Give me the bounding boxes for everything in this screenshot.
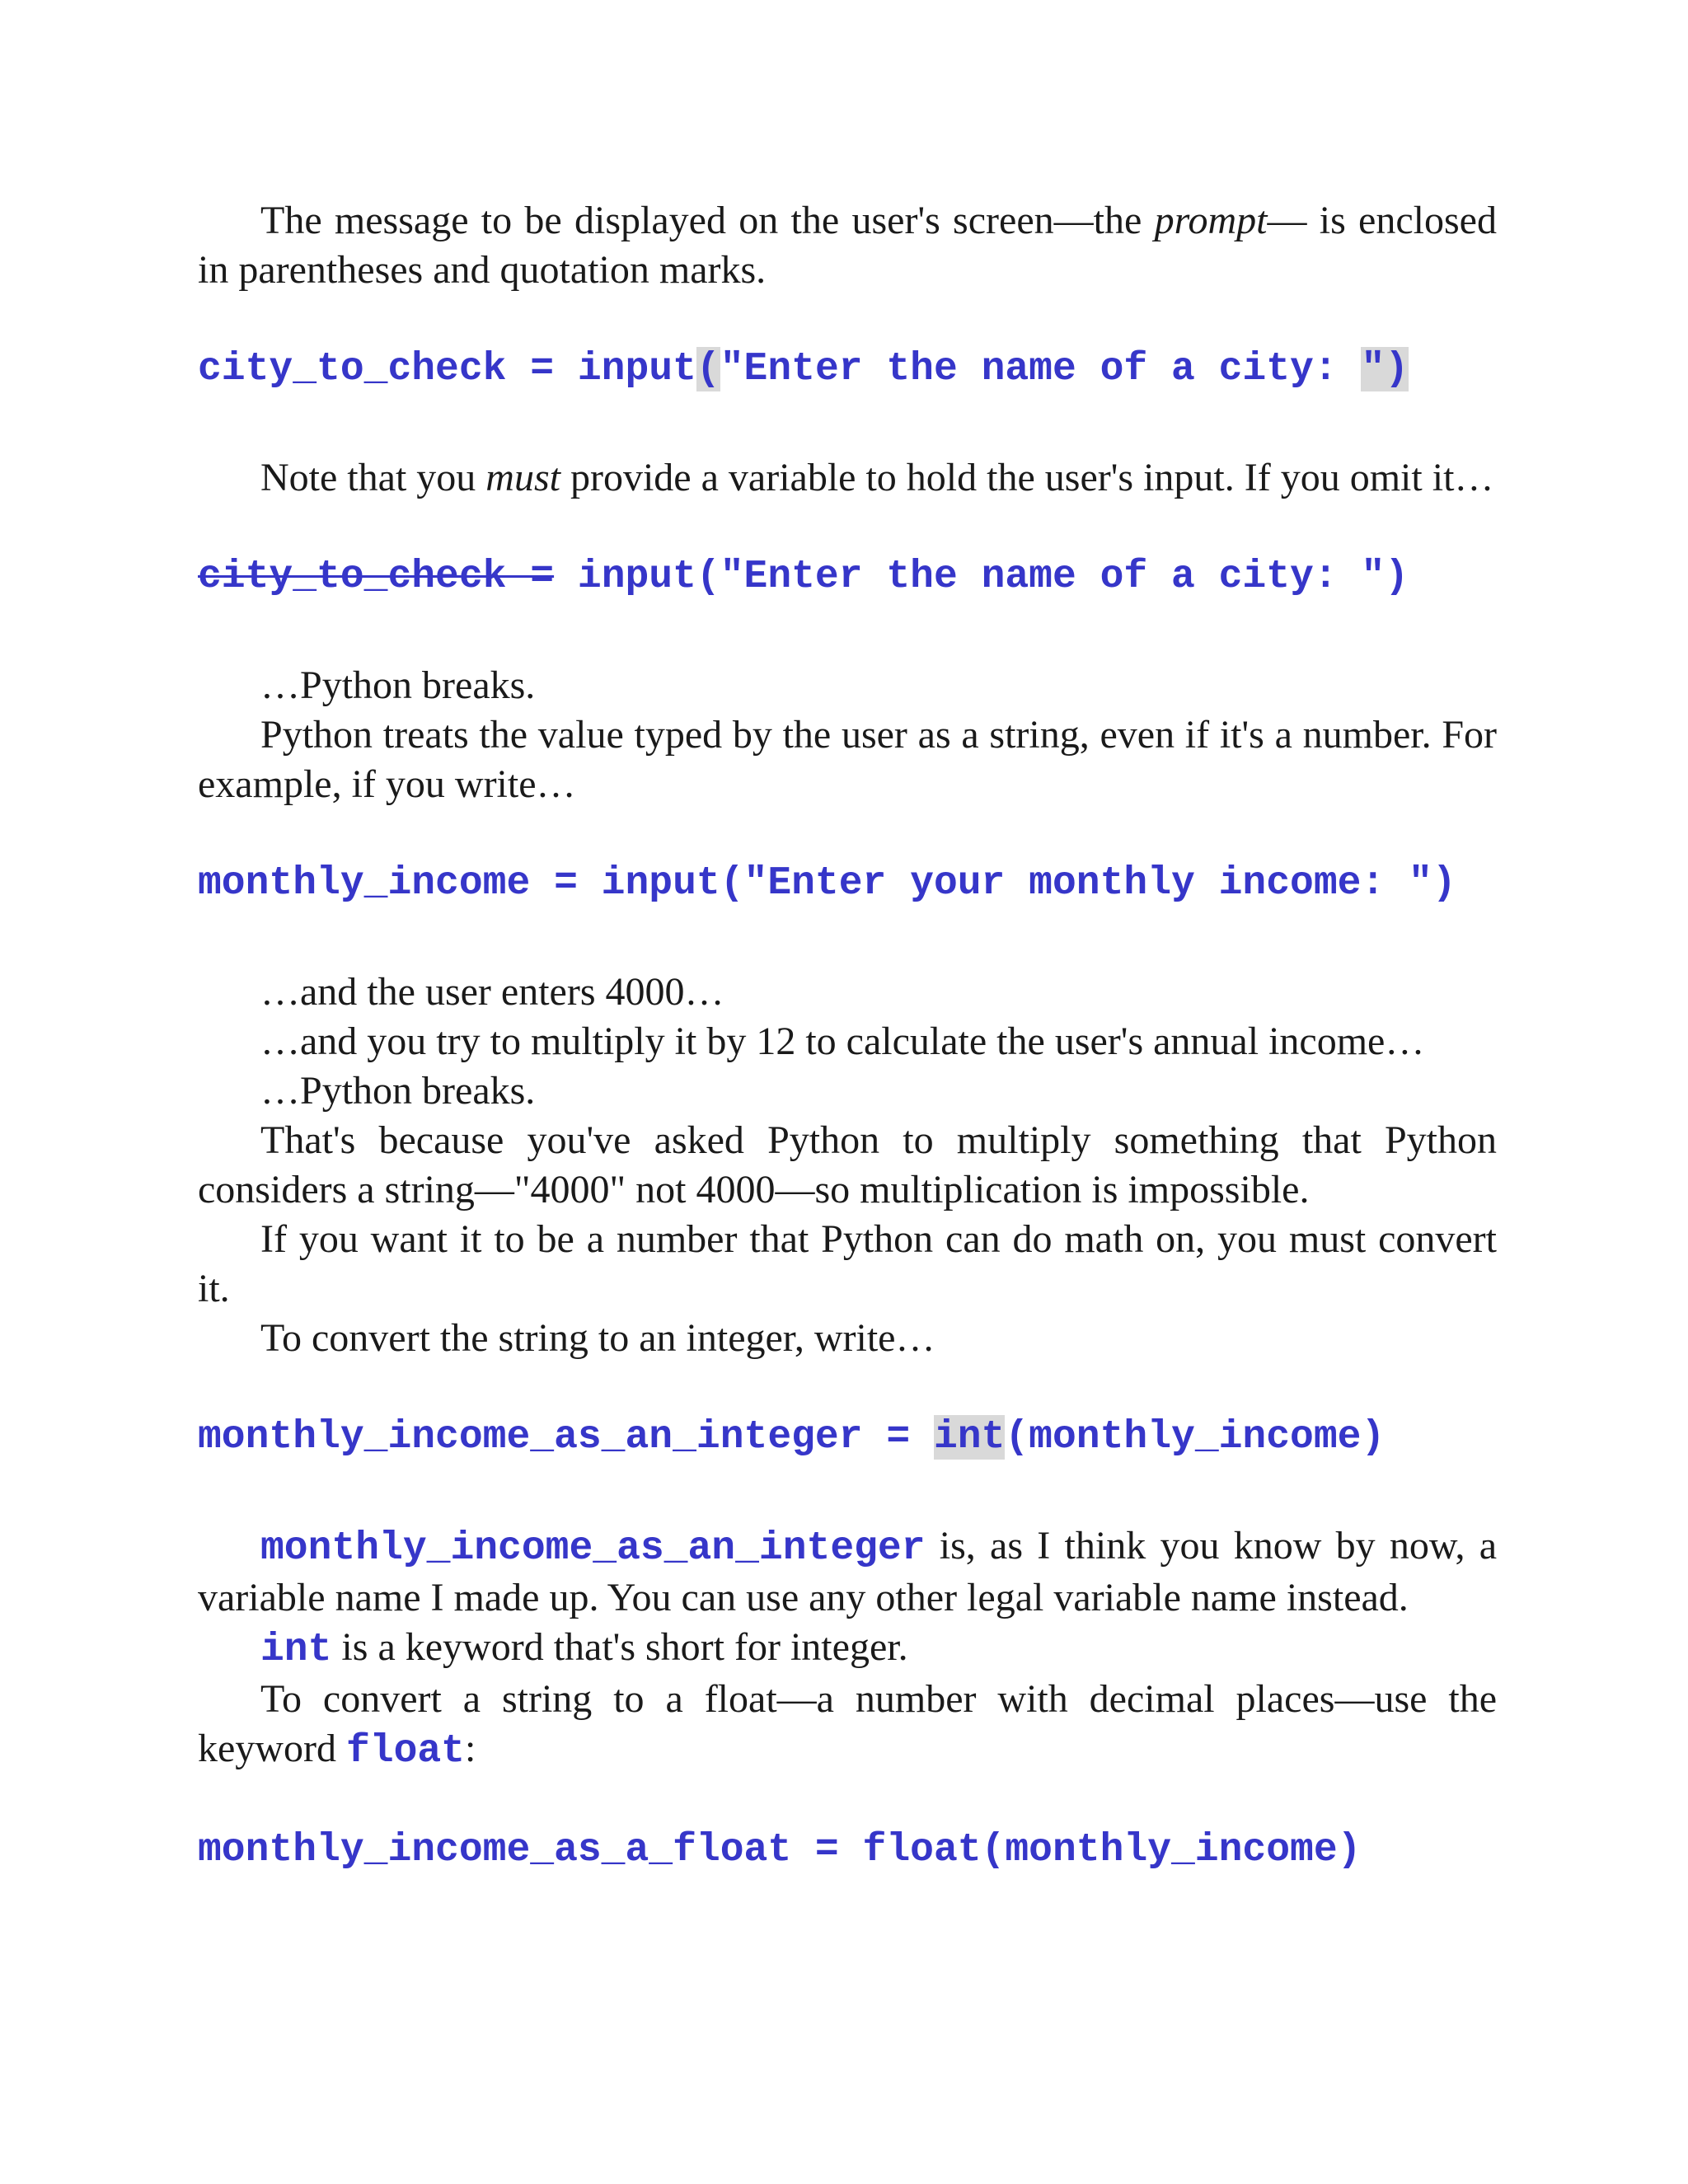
inline-code-int: int bbox=[260, 1628, 332, 1672]
paragraph-must-provide: Note that you must provide a variable to hold the user's input. If you omit it… bbox=[260, 456, 1494, 499]
paragraph-convert: If you want it to be a number that Python can do math on, you must convert it. bbox=[198, 1217, 1497, 1310]
inline-code-variable: monthly_income_as_an_integer bbox=[260, 1526, 926, 1571]
emphasis-prompt: prompt bbox=[1154, 199, 1268, 242]
paragraph-multiply: …and you try to multiply it by 12 to calculate the user's annual income… bbox=[260, 1019, 1425, 1063]
paragraph-string-value: Python treats the value typed by the user as a string, even if it's a number. For example, if you write… bbox=[198, 713, 1497, 806]
document-page bbox=[198, 196, 1497, 1877]
paragraph-user-enters: …and the user enters 4000… bbox=[260, 970, 724, 1014]
paragraph-prompt: The message to be displayed on the user's screen—the prompt— is enclosed in parentheses and quotation marks. bbox=[198, 199, 1497, 292]
paragraph-python-breaks-1: …Python breaks. bbox=[260, 663, 536, 707]
paragraph-python-breaks-2: …Python breaks. bbox=[260, 1069, 536, 1113]
code-float-conversion: monthly_income_as_a_float = float(monthly_income) bbox=[198, 1828, 1362, 1872]
code-int-conversion: monthly_income_as_an_integer = int(monthly_income) bbox=[198, 1415, 1386, 1460]
highlight-close: ") bbox=[1361, 347, 1409, 391]
highlight-int: int bbox=[933, 1415, 1006, 1460]
paragraph-to-integer: To convert the string to an integer, write… bbox=[260, 1316, 935, 1360]
paragraph-int-keyword: int is a keyword that's short for integer. bbox=[260, 1625, 908, 1672]
inline-code-float: float bbox=[345, 1729, 465, 1774]
paragraph-variable-name: monthly_income_as_an_integer is, as I think you know by now, a variable name I made up. You can use any other legal variable name instead. bbox=[198, 1524, 1497, 1619]
paragraph-because: That's because you've asked Python to multiply something that Python considers a string—"4000" not 4000—so multiplication is impossible. bbox=[198, 1118, 1497, 1212]
code-input-city: city_to_check = input("Enter the name of a city: ") bbox=[198, 347, 1409, 391]
highlight-paren: ( bbox=[696, 347, 720, 391]
code-input-city-struck: city_to_check = input("Enter the name of a city: ") bbox=[198, 555, 1409, 599]
code-input-income: monthly_income = input("Enter your monthly income: ") bbox=[198, 861, 1456, 906]
emphasis-must: must bbox=[485, 456, 560, 499]
paragraph-float: To convert a string to a float—a number with decimal places—use the keyword float: bbox=[198, 1677, 1497, 1774]
struck-variable: city_to_check = bbox=[198, 555, 555, 599]
